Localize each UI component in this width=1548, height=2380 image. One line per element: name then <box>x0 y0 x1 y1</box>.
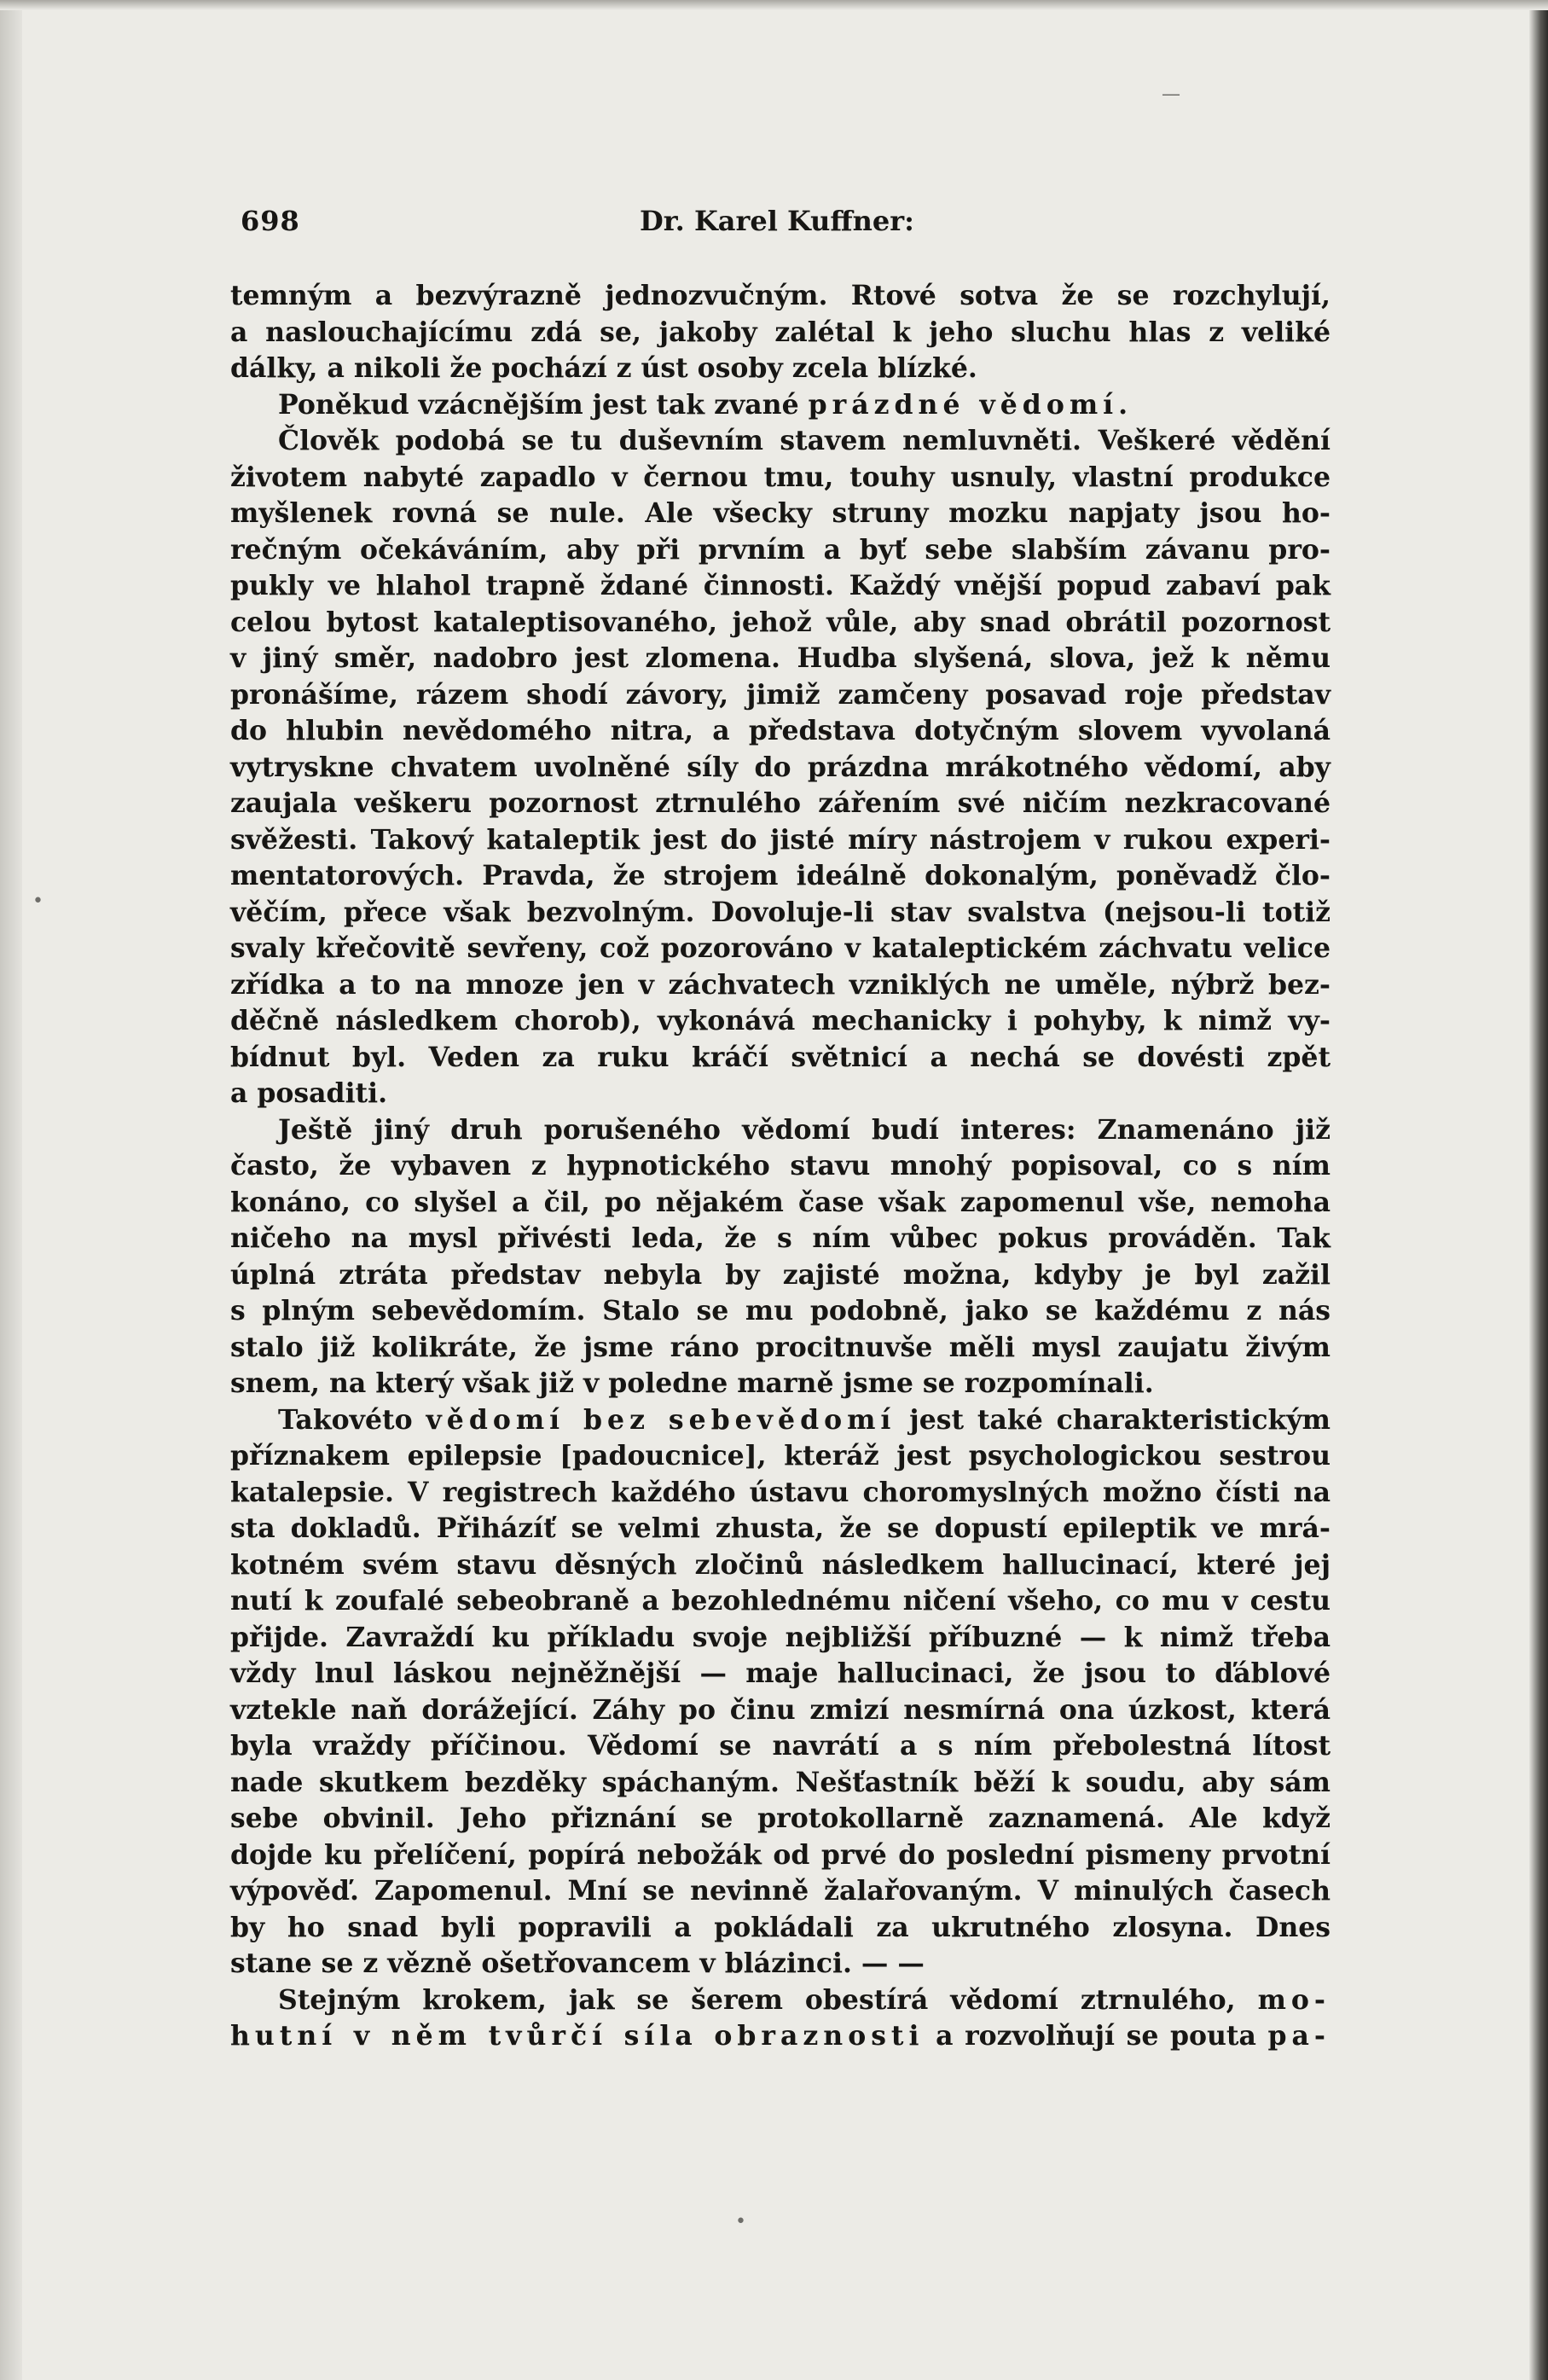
text-line: často, že vybaven z hypnotického stavu mnohý popisoval, co s ním <box>230 1150 1331 1181</box>
text-line: s plným sebevědomím. Stalo se mu podobně, jako se každému z nás <box>230 1295 1331 1326</box>
text-line: snem, na který však již v poledne marně jsme se rozpomínali. <box>230 1367 1154 1399</box>
running-head: Dr. Karel Kuffner: <box>640 205 914 237</box>
text-line: a posaditi. <box>230 1077 388 1109</box>
text-line: dálky, a nikoli že pochází z úst osoby zcela blízké. <box>230 352 977 384</box>
text-line <box>230 387 1331 424</box>
text-line: byla vraždy příčinou. Vědomí se navrátí a s ním přebolestná lítost <box>230 1730 1331 1762</box>
text-line: přijde. Zavraždí ku příkladu svoje nejbližší příbuzné — k nimž třeba <box>230 1621 1331 1653</box>
text-line <box>230 2018 1331 2055</box>
text-line: kotném svém stavu děsných zločinů následkem hallucinací, které jej <box>230 1548 1331 1581</box>
text-line: stane se z vězně ošetřovancem v blázinci. — — <box>230 1948 925 1979</box>
emphasis-spaced: pa- <box>1267 2020 1331 2052</box>
text-line: myšlenek rovná se nule. Ale všecky struny mozku napjaty jsou ho- <box>230 497 1331 529</box>
text-line: konáno, co slyšel a čil, po nějakém čase však zapomenul vše, nemoha <box>230 1186 1331 1218</box>
text-line: výpověď. Zapomenul. Mní se nevinně žalařovaným. V minulých časech <box>230 1875 1331 1907</box>
emphasis-spaced: prázdné vědomí. <box>808 388 1133 421</box>
text-line: katalepsie. V registrech každého ústavu choromyslných možno čísti na <box>230 1476 1331 1508</box>
text-line: do hlubin nevědomého nitra, a představa dotyčným slovem vyvolaná <box>230 715 1331 746</box>
text-line: nutí k zoufalé sebeobraně a bezohlednému ničení všeho, co mu v cestu <box>230 1585 1331 1617</box>
stray-mark-dot: • <box>32 891 43 912</box>
text-run: jest také charakteristickým <box>909 1403 1331 1436</box>
text-line: Ještě jiný druh porušeného vědomí budí interes: Znamenáno již <box>278 1113 1331 1146</box>
emphasis-spaced: vědomí bez sebevědomí <box>426 1403 896 1436</box>
text-line: zaujala veškeru pozornost ztrnulého zářením své ničím nezkracované <box>230 787 1331 819</box>
text-line: dojde ku přelíčení, popírá nebožák od prvé do poslední pismeny prvotní <box>230 1838 1331 1871</box>
text-line: životem nabyté zapadlo v černou tmu, touhy usnuly, vlastní produkce <box>230 461 1331 493</box>
text-line: svaly křečovitě sevřeny, což pozorováno v kataleptickém záchvatu velice <box>230 932 1331 964</box>
text-line: a naslouchajícímu zdá se, jakoby zalétal k jeho sluchu hlas z veliké <box>230 316 1331 348</box>
stray-mark-dash: — <box>1162 84 1180 105</box>
text-line: v jiný směr, nadobro jest zlomena. Hudba slyšená, slova, jež k němu <box>230 642 1331 674</box>
text-line: temným a bezvýrazně jednozvučným. Rtové sotva že se rozchylují, <box>230 280 1331 311</box>
text-line: příznakem epilepsie [padoucnice], kteráž jest psychologickou sestrou <box>230 1440 1331 1472</box>
text-line: sta dokladů. Přiházíť se velmi zhusta, že se dopustí epileptik ve mrá- <box>230 1512 1331 1544</box>
page-number: 698 <box>241 205 300 237</box>
text-line: rečným očekáváním, aby při prvním a byť sebe slabším závanu pro- <box>230 533 1331 566</box>
text-run: a rozvolňují se pouta <box>936 2020 1256 2052</box>
text-line: bídnut byl. Veden za ruku kráčí světnicí a nechá se dovésti zpět <box>230 1041 1331 1073</box>
text-line: mentatorových. Pravda, že strojem ideálně dokonalým, poněvadž člo- <box>230 860 1331 891</box>
text-line: stalo již kolikráte, že jsme ráno procitnuvše měli mysl zaujatu živým <box>230 1331 1331 1363</box>
text-line: by ho snad byli popravili a pokládali za ukrutného zlosyna. Dnes <box>230 1911 1331 1943</box>
text-line: sebe obvinil. Jeho přiznání se protokollarně zaznamená. Ale když <box>230 1802 1331 1834</box>
emphasis-spaced: hutní v něm tvůrčí síla obraznosti <box>230 2020 925 2052</box>
text-line: věčím, přece však bezvolným. Dovoluje-li stav svalstva (nejsou-li totiž <box>230 896 1331 928</box>
text-line: nade skutkem bezděky spáchaným. Nešťastník běží k soudu, aby sám <box>230 1766 1331 1798</box>
emphasis-spaced: mo- <box>1257 1983 1331 2016</box>
text-line: vztekle naň dorážející. Záhy po činu zmizí nesmírná ona úzkost, která <box>230 1693 1331 1726</box>
text-line: vytryskne chvatem uvolněné síly do prázdna mrákotného vědomí, aby <box>230 751 1331 783</box>
text-run: Stejným krokem, jak se šerem obestírá vědomí ztrnulého, <box>278 1983 1236 2016</box>
text-line: úplná ztráta představ nebyla by zajisté možna, kdyby je byl zažil <box>230 1258 1331 1291</box>
scan-edge-top <box>0 0 1548 10</box>
page-header <box>241 200 1320 242</box>
text-line: vždy lnul láskou nejněžnější — maje hallucinaci, že jsou to ďáblové <box>230 1657 1331 1689</box>
scan-edge-right <box>1529 0 1548 2380</box>
text-line: svěžesti. Takový kataleptik jest do jisté míry nástrojem v rukou experi- <box>230 823 1331 856</box>
text-line <box>230 1402 1331 1439</box>
scan-edge-left <box>0 0 22 2380</box>
text-line: pronášíme, rázem shodí závory, jimiž zamčeny posavad roje představ <box>230 678 1331 711</box>
body-text <box>230 278 1331 2055</box>
text-run: Takovéto <box>278 1403 413 1436</box>
text-run: Poněkud vzácnějším jest tak zvané <box>278 388 799 421</box>
text-line: pukly ve hlahol trapně ždané činnosti. Každý vnější popud zabaví pak <box>230 570 1331 601</box>
stray-mark-dot-bottom: • <box>735 2211 746 2232</box>
text-line <box>230 1982 1331 2019</box>
text-line: ničeho na mysl přivésti leda, že s ním vůbec pokus prováděn. Tak <box>230 1222 1331 1254</box>
text-line: zřídka a to na mnoze jen v záchvatech vzniklých ne uměle, nýbrž bez- <box>230 968 1331 1001</box>
text-line: Člověk podobá se tu duševním stavem nemluvněti. Veškeré vědění <box>278 425 1331 456</box>
text-line: děčně následkem chorob), vykonává mechanicky i pohyby, k nimž vy- <box>230 1005 1331 1036</box>
text-line: celou bytost kataleptisovaného, jehož vůle, aby snad obrátil pozornost <box>230 606 1331 638</box>
